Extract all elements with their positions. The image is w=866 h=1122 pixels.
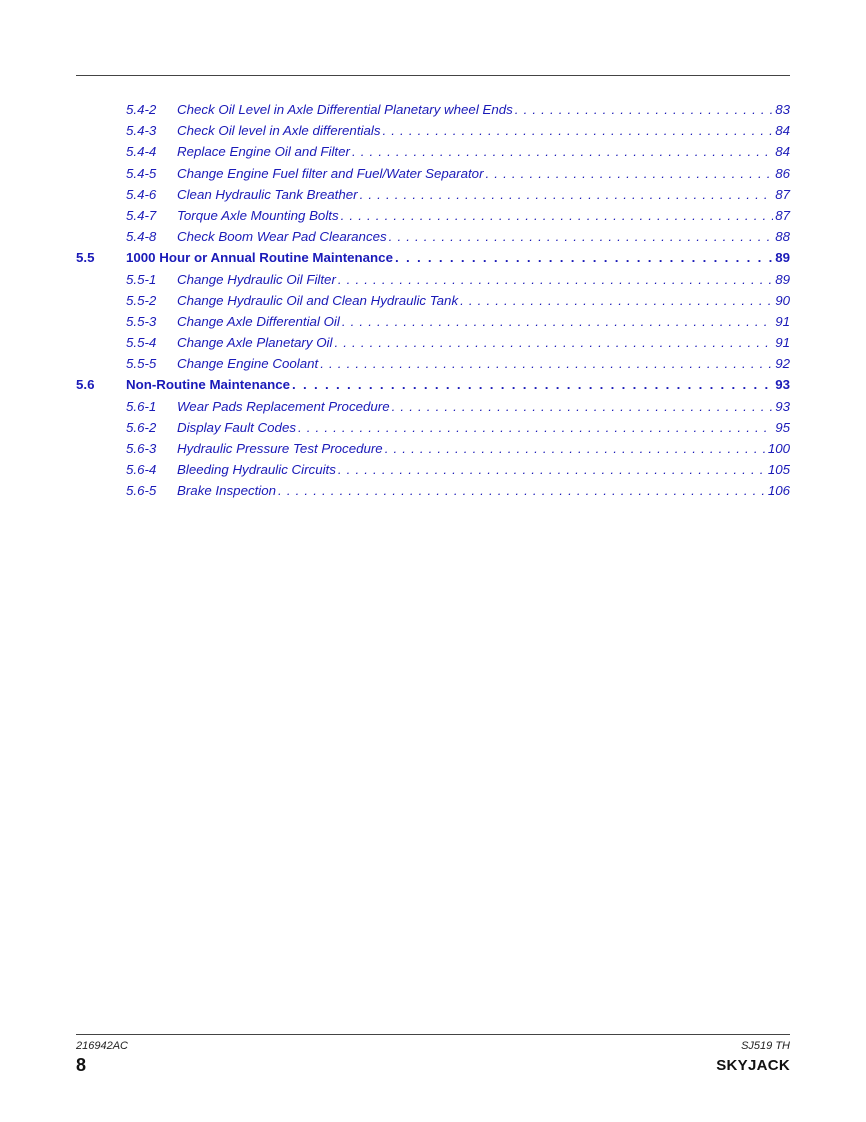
toc-subsection-entry[interactable] (76, 269, 790, 290)
toc-entry-title: Non-Routine Maintenance (126, 377, 290, 393)
toc-entry-number: 5.6 (76, 377, 95, 393)
toc-entry-link[interactable] (177, 353, 790, 374)
table-of-contents (76, 99, 790, 502)
toc-entry-page: 93 (775, 398, 790, 414)
toc-subsection-entry[interactable] (76, 205, 790, 226)
dot-leader (390, 396, 774, 417)
dot-leader (358, 184, 774, 205)
toc-entry-page: 84 (775, 123, 790, 139)
toc-entry-page: 89 (775, 250, 790, 266)
toc-entry-page: 91 (775, 335, 790, 351)
document-number: 216942AC (76, 1040, 128, 1052)
toc-entry-page: 106 (767, 483, 790, 499)
footer-rule (76, 1034, 790, 1035)
toc-entry-number: 5.6-1 (126, 398, 157, 414)
dot-leader (336, 459, 766, 480)
toc-entry-number: 5.4-5 (126, 165, 157, 181)
toc-entry-title: Change Axle Planetary Oil (177, 335, 333, 351)
toc-entry-page: 87 (775, 207, 790, 223)
toc-entry-number: 5.6-4 (126, 462, 157, 478)
toc-entry-page: 105 (767, 462, 790, 478)
toc-entry-number: 5.6-5 (126, 483, 157, 499)
toc-entry-title: Change Hydraulic Oil Filter (177, 271, 336, 287)
toc-entry-link[interactable] (177, 141, 790, 162)
toc-entry-link[interactable] (177, 163, 790, 184)
toc-entry-link[interactable] (177, 480, 790, 501)
dot-leader (387, 226, 774, 247)
toc-subsection-entry[interactable] (76, 438, 790, 459)
dot-leader (340, 311, 773, 332)
toc-entry-title: Check Boom Wear Pad Clearances (177, 229, 387, 245)
toc-entry-number: 5.6-3 (126, 441, 157, 456)
model-name: SJ519 TH (741, 1040, 790, 1052)
toc-entry-page: 84 (775, 144, 790, 160)
toc-entry-number: 5.5-1 (126, 271, 157, 287)
toc-entry-page: 93 (775, 377, 790, 393)
toc-subsection-entry[interactable] (76, 332, 790, 353)
toc-entry-page: 86 (775, 165, 790, 181)
toc-entry-title: Change Engine Fuel filter and Fuel/Water Separator (177, 165, 484, 181)
header-rule (76, 75, 790, 76)
dot-leader (484, 163, 774, 184)
dot-leader (383, 438, 766, 459)
toc-entry-page: 100 (767, 441, 790, 456)
dot-leader (393, 247, 773, 268)
toc-subsection-entry[interactable] (76, 480, 790, 501)
toc-entry-title: Replace Engine Oil and Filter (177, 144, 350, 160)
toc-entry-number: 5.4-2 (126, 102, 157, 117)
toc-entry-link[interactable] (177, 417, 790, 438)
toc-entry-title: Clean Hydraulic Tank Breather (177, 186, 358, 202)
toc-entry-link[interactable] (177, 290, 790, 311)
toc-entry-link[interactable] (177, 311, 790, 332)
toc-entry-title: Display Fault Codes (177, 419, 296, 435)
dot-leader (513, 99, 773, 120)
toc-section-entry[interactable] (76, 247, 790, 268)
toc-subsection-entry[interactable] (76, 290, 790, 311)
toc-subsection-entry[interactable] (76, 163, 790, 184)
toc-entry-title: 1000 Hour or Annual Routine Maintenance (126, 250, 393, 266)
toc-entry-number: 5.5-3 (126, 313, 157, 329)
toc-section-entry[interactable] (76, 374, 790, 395)
page-number: 8 (76, 1055, 87, 1075)
toc-entry-link[interactable] (126, 247, 790, 268)
toc-subsection-entry[interactable] (76, 396, 790, 417)
toc-subsection-entry[interactable] (76, 417, 790, 438)
toc-entry-link[interactable] (177, 184, 790, 205)
toc-entry-title: Wear Pads Replacement Procedure (177, 398, 390, 414)
toc-entry-title: Check Oil level in Axle differentials (177, 123, 381, 139)
dot-leader (350, 141, 773, 162)
dot-leader (318, 353, 773, 374)
toc-subsection-entry[interactable] (76, 459, 790, 480)
toc-entry-page: 83 (775, 102, 790, 117)
dot-leader (458, 290, 773, 311)
toc-entry-page: 90 (775, 292, 790, 308)
toc-subsection-entry[interactable] (76, 226, 790, 247)
toc-entry-link[interactable] (177, 269, 790, 290)
toc-entry-link[interactable] (177, 226, 790, 247)
toc-subsection-entry[interactable] (76, 99, 790, 120)
toc-subsection-entry[interactable] (76, 120, 790, 141)
toc-entry-number: 5.5-5 (126, 356, 157, 372)
toc-entry-number: 5.4-8 (126, 229, 157, 245)
toc-entry-page: 87 (775, 186, 790, 202)
skyjack-logo: SKYJACK (716, 1057, 790, 1074)
toc-entry-title: Brake Inspection (177, 483, 277, 499)
toc-entry-link[interactable] (177, 396, 790, 417)
toc-entry-number: 5.6-2 (126, 419, 157, 435)
toc-entry-link[interactable] (177, 332, 790, 353)
toc-subsection-entry[interactable] (76, 184, 790, 205)
dot-leader (380, 120, 773, 141)
dot-leader (276, 480, 766, 501)
toc-subsection-entry[interactable] (76, 141, 790, 162)
toc-entry-link[interactable] (177, 99, 790, 120)
toc-entry-number: 5.5-2 (126, 292, 157, 308)
toc-entry-title: Torque Axle Mounting Bolts (177, 207, 339, 223)
toc-entry-title: Hydraulic Pressure Test Procedure (177, 441, 383, 456)
toc-subsection-entry[interactable] (76, 353, 790, 374)
toc-subsection-entry[interactable] (76, 311, 790, 332)
toc-entry-number: 5.5-4 (126, 335, 157, 351)
toc-entry-title: Change Axle Differential Oil (177, 313, 340, 329)
toc-entry-number: 5.5 (76, 250, 95, 266)
dot-leader (296, 417, 773, 438)
toc-entry-number: 5.4-3 (126, 123, 157, 139)
toc-entry-page: 92 (775, 356, 790, 372)
toc-entry-title: Change Engine Coolant (177, 356, 319, 372)
toc-entry-link[interactable] (177, 438, 790, 459)
toc-entry-number: 5.4-4 (126, 144, 157, 160)
toc-entry-title: Check Oil Level in Axle Differential Planetary wheel Ends (177, 102, 513, 117)
toc-entry-title: Change Hydraulic Oil and Clean Hydraulic Tank (177, 292, 459, 308)
toc-entry-link[interactable] (126, 374, 790, 395)
dot-leader (332, 332, 773, 353)
dot-leader (336, 269, 773, 290)
toc-entry-page: 88 (775, 229, 790, 245)
dot-leader (290, 374, 773, 395)
toc-entry-page: 89 (775, 271, 790, 287)
dot-leader (339, 205, 774, 226)
toc-entry-link[interactable] (177, 459, 790, 480)
toc-entry-link[interactable] (177, 120, 790, 141)
toc-entry-page: 91 (775, 313, 790, 329)
toc-entry-number: 5.4-7 (126, 207, 157, 223)
toc-entry-number: 5.4-6 (126, 186, 157, 202)
toc-entry-page: 95 (775, 419, 790, 435)
toc-entry-link[interactable] (177, 205, 790, 226)
toc-entry-title: Bleeding Hydraulic Circuits (177, 462, 336, 478)
